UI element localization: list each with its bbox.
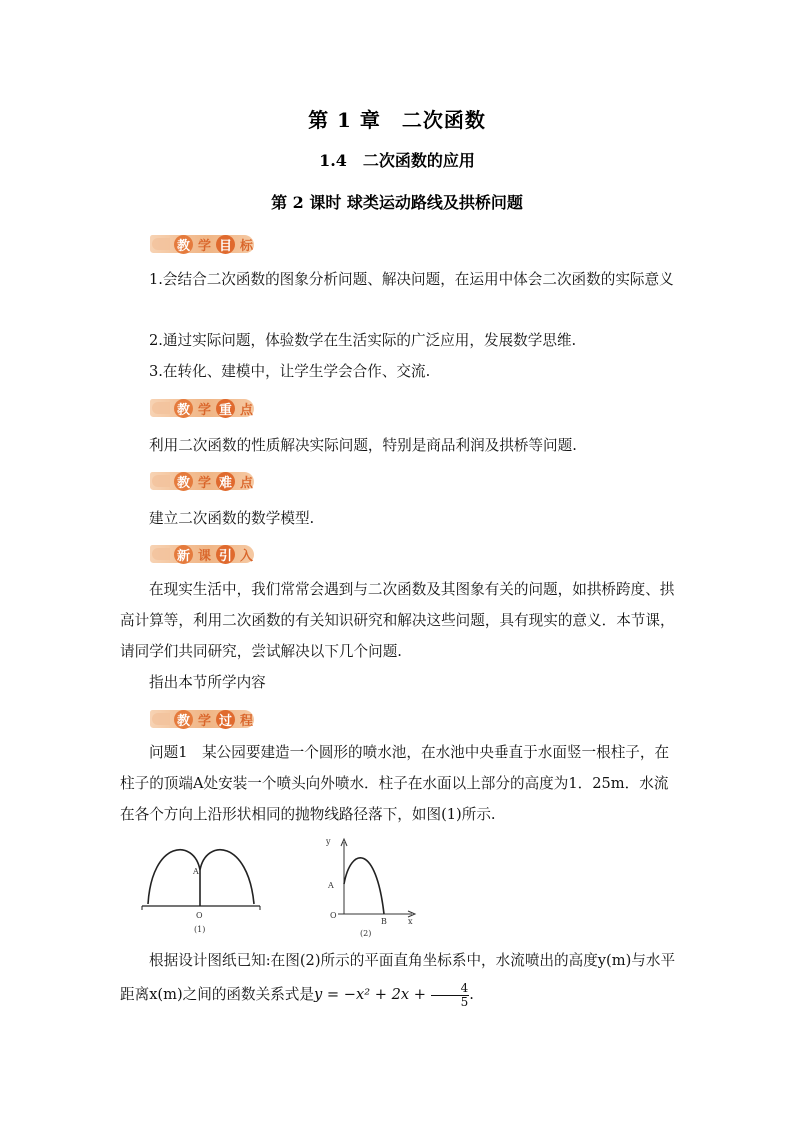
label-a: A — [328, 881, 334, 890]
label-o: O — [330, 911, 337, 920]
fraction: $\frac{4}{5}$ — [431, 982, 470, 1009]
badge-char: 学 — [197, 238, 211, 254]
difficulties-text: 建立二次函数的数学模型. — [149, 510, 315, 527]
lesson-title: 第 2 课时 球类运动路线及拱桥问题 — [271, 193, 523, 212]
badge-char: 课 — [197, 548, 211, 564]
label-b: B — [381, 917, 387, 926]
intro-text: 在现实生活中，我们常常会遇到与二次函数及其图象有关的问题，如拱桥跨度、拱高计算等，利用二次函数的有关知识研究和解决这些问题，具有现实的意义．本节课，请同学们共同研究，尝试解决以下几个问题. — [120, 581, 675, 660]
label-a: A — [193, 867, 199, 876]
formula: y = −x² + 2x + $\frac{4}{5}$ — [314, 980, 469, 1009]
badge-char: 教 — [174, 235, 193, 254]
badge-char: 学 — [197, 475, 211, 491]
badge-char: 新 — [174, 545, 193, 564]
key-points-text: 利用二次函数的性质解决实际问题，特别是商品利润及拱桥等问题. — [149, 437, 577, 454]
label-y: y — [326, 837, 331, 846]
chapter-title: 第 1 章 二次函数 — [308, 108, 486, 132]
process-badge — [150, 707, 254, 731]
badge-char: 教 — [174, 472, 193, 491]
parabola — [344, 858, 384, 914]
badge-char: 标 — [239, 238, 253, 254]
badge-char: 引 — [216, 545, 235, 564]
badge-char: 教 — [174, 710, 193, 729]
intro-badge — [150, 542, 254, 566]
section-title: 1.4 二次函数的应用 — [319, 151, 475, 170]
caption: (2) — [360, 929, 372, 938]
goal-item-1: 1.会结合二次函数的图象分析问题、解决问题，在运用中体会二次函数的实际意义 — [149, 271, 674, 288]
badge-char: 点 — [239, 402, 253, 418]
badge-char: 教 — [174, 399, 193, 418]
caption: (1) — [194, 925, 206, 934]
goal-item-2: 2.通过实际问题，体验数学在生活实际的广泛应用，发展数学思维. — [149, 332, 577, 349]
badge-char: 入 — [239, 548, 253, 564]
figure-1 — [140, 836, 264, 940]
difficulties-badge — [150, 469, 254, 493]
badge-char: 过 — [216, 710, 235, 729]
formula-lead-text: 根据设计图纸已知:在图(2)所示的平面直角坐标系中，水流喷出的高度y(m)与水平距离x(m)之间的函数关系式是 — [120, 952, 676, 1003]
figure-2 — [316, 834, 426, 942]
intro-note: 指出本节所学内容 — [149, 674, 266, 691]
badge-char: 目 — [216, 235, 235, 254]
goal-item-3: 3.在转化、建模中，让学生学会合作、交流. — [149, 363, 431, 380]
key-points-badge — [150, 396, 254, 420]
problem-1-text: 问题1 某公园要建造一个圆形的喷水池，在水池中央垂直于水面竖一根柱子，在柱子的顶端A处安装一个喷头向外喷水．柱子在水面以上部分的高度为1．25m．水流在各个方向上沿形状相同的抛物线路径落下，如图(1)所示. — [120, 744, 670, 823]
badge-char: 重 — [216, 399, 235, 418]
badge-char: 难 — [216, 472, 235, 491]
fountain-curves — [148, 850, 254, 904]
goals-badge — [150, 232, 254, 256]
badge-char: 点 — [239, 475, 253, 491]
badge-char: 学 — [197, 402, 211, 418]
label-o: O — [196, 911, 203, 920]
problem-1-formula-paragraph: 根据设计图纸已知:在图(2)所示的平面直角坐标系中，水流喷出的高度y(m)与水平距离x(m)之间的函数关系式是y = −x² + 2x + $\frac{4}{5}$ . — [120, 952, 676, 1009]
badge-char: 程 — [239, 713, 253, 729]
badge-char: 学 — [197, 713, 211, 729]
label-x: x — [408, 917, 413, 926]
